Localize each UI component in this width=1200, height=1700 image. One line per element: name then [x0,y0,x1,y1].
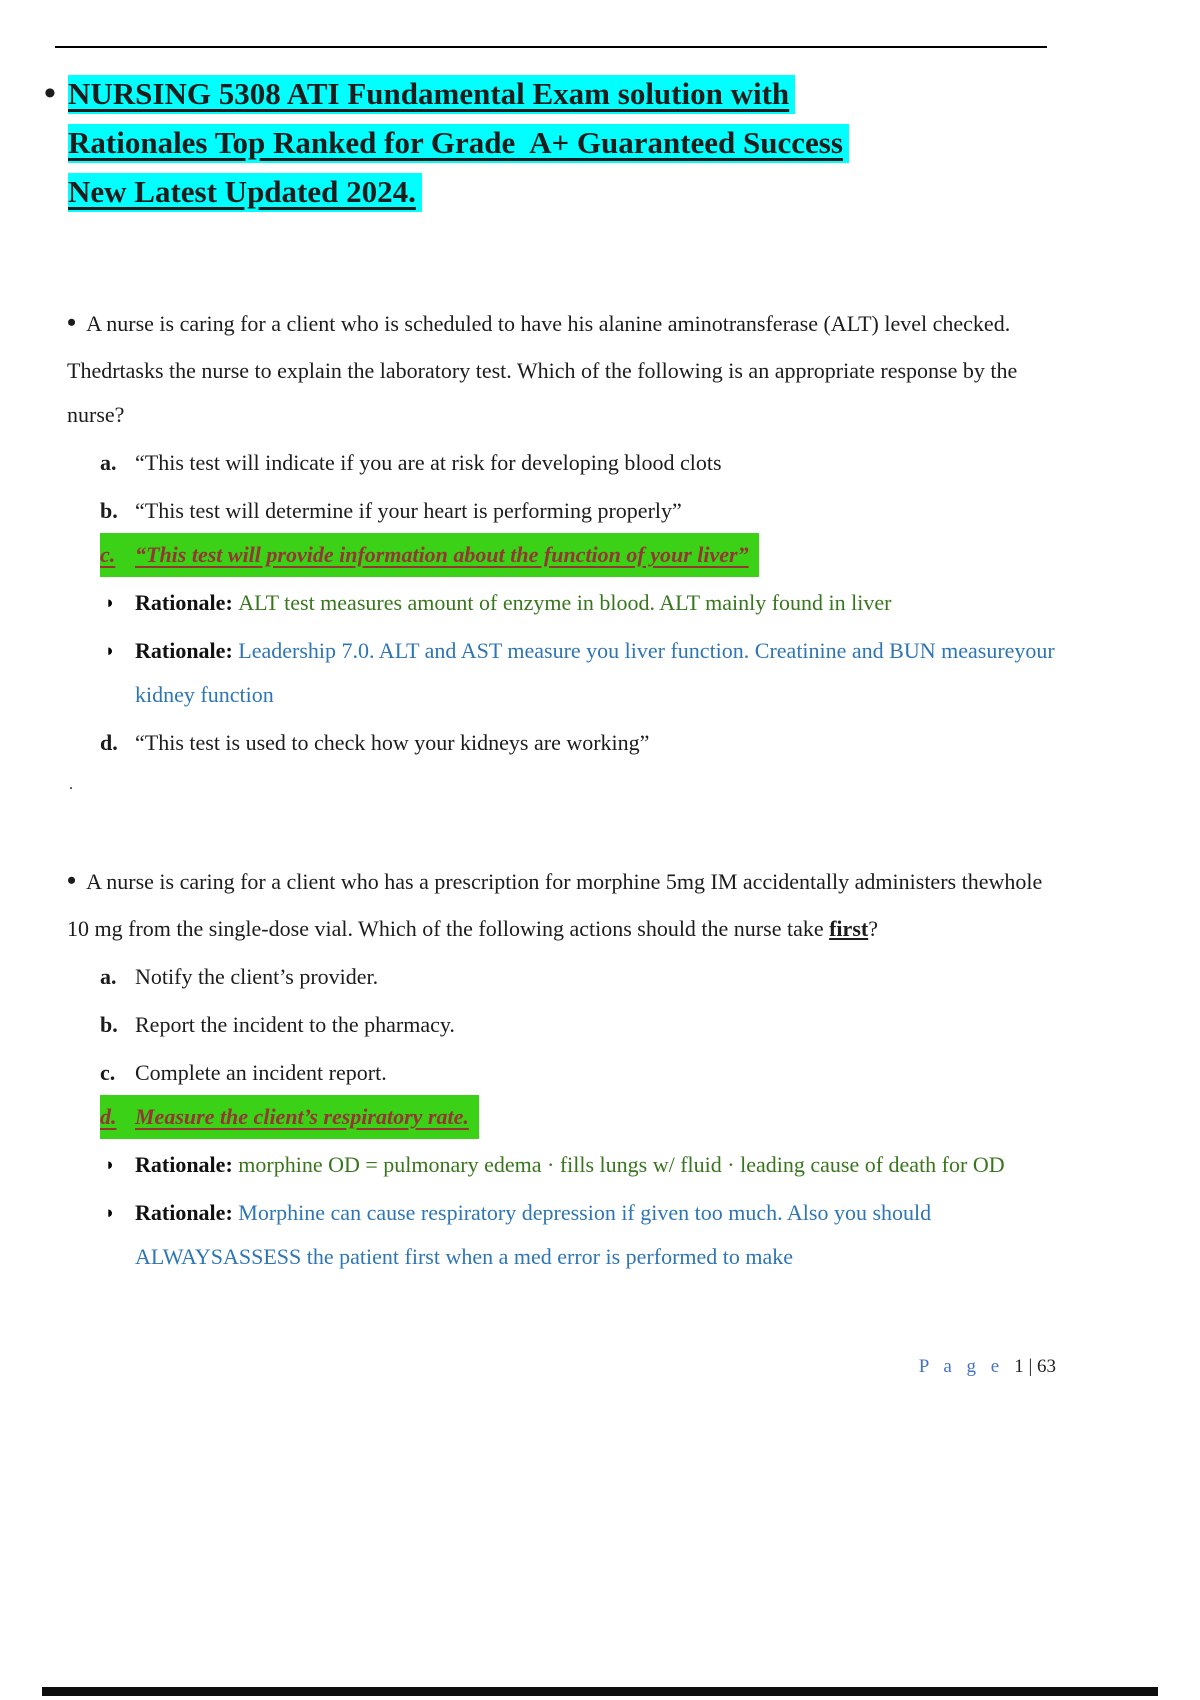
rationale-bullet-icon: ◗ [105,1203,116,1222]
rationale-text-block [135,1143,1060,1187]
rationale-label: Rationale [135,638,226,663]
option-text: Measure the client’s respiratory rate. [135,1104,469,1129]
question-2-rationale-1 [105,1143,1060,1187]
option-letter: c. [100,1060,116,1085]
rationale-text: Leadership 7.0. ALT and AST measure you liver function. Creatinine and BUN measureyour kidney function [135,638,1055,707]
question-1-option-b [100,489,1060,533]
option-text: “This test will indicate if you are at risk for developing blood clots [135,450,722,475]
option-text: Report the incident to the pharmacy. [135,1012,455,1037]
title-line-1 [68,72,1130,121]
question-1-option-c-correct-answer [100,533,1060,577]
title-bullet: • [44,75,56,112]
option-text: Complete an incident report. [135,1060,387,1085]
question-1-rationale-2 [105,629,1060,717]
option-text: “This test will provide information about the function of your liver” [135,542,749,567]
rationale-text: morphine OD = pulmonary edema · fills lungs w/ fluid · leading cause of death for OD [238,1152,1005,1177]
title-line-2 [68,121,1130,170]
rationale-text-block [135,629,1060,717]
question-bullet-icon: • [67,866,77,895]
question-1 [67,297,1060,765]
title-lines [68,72,1130,219]
page-number-value: 1 | 63 [1014,1356,1056,1377]
option-letter: d. [100,1104,117,1129]
rationale-colon: : [225,590,239,615]
rationale-colon: : [225,1200,239,1225]
rationale-label: Rationale [135,1200,226,1225]
question-2-option-c [100,1051,1060,1095]
rationale-text-block [135,581,1060,625]
question-2-stem-text: A nurse is caring for a client who has a prescription for morphine 5mg IM accidentally administers thewhole 10 mg from the single-dose vial. Which of the following actions should the nurse take [67,869,1043,941]
stray-period: . [69,776,73,793]
question-1-stem-text: A nurse is caring for a client who is scheduled to have his alanine aminotransferase (ALT) level checked. Thedrtasks the nurse to explain the laboratory test. Which of the following is an appropriate response by the nurse? [67,311,1018,427]
page-number-label: P a g e [918,1356,1005,1377]
question-2 [67,855,1060,1279]
rationale-text-block [135,1191,1060,1279]
option-letter: b. [100,1012,118,1037]
answer-highlight [100,533,759,577]
question-2-stem-emphasis: first [829,916,869,941]
question-1-rationale-1 [105,581,1060,625]
question-1-option-d [100,721,1060,765]
rationale-bullet-icon: ◗ [105,641,116,660]
document-body [67,297,1060,1279]
question-1-stem [67,297,1060,437]
title-line-1-text: NURSING 5308 ATI Fundamental Exam solution with [68,75,795,114]
option-letter: d. [100,730,118,755]
rationale-bullet-icon: ◗ [105,1155,116,1174]
option-text: Notify the client’s provider. [135,964,379,989]
rationale-bullet-icon: ◗ [105,593,116,612]
question-2-option-a [100,955,1060,999]
option-letter: c. [100,542,116,567]
title-line-3 [68,170,1130,219]
bottom-rule [42,1687,1158,1696]
option-letter: a. [100,964,117,989]
rationale-label: Rationale [135,1152,226,1177]
rationale-label: Rationale [135,590,226,615]
question-2-stem [67,855,1060,951]
rationale-colon: : [225,1152,239,1177]
title-line-2-text: Rationales Top Ranked for Grade A+ Guaranteed Success [68,124,849,163]
question-2-rationale-2 [105,1191,1060,1279]
top-rule [55,46,1047,48]
document-title [44,72,1130,219]
title-line-3-text: New Latest Updated 2024. [68,173,422,212]
rationale-text: Morphine can cause respiratory depression if given too much. Also you should ALWAYSASSESS the patient first when a med error is performed to make [135,1200,932,1269]
question-2-option-b [100,1003,1060,1047]
option-letter: a. [100,450,117,475]
question-2-stem-end: ? [868,916,878,941]
rationale-text: ALT test measures amount of enzyme in blood. ALT mainly found in liver [238,590,892,615]
question-2-option-d-correct-answer [100,1095,1060,1139]
rationale-colon: : [225,638,239,663]
option-text: “This test is used to check how your kidneys are working” [135,730,650,755]
answer-highlight [100,1095,479,1139]
option-text: “This test will determine if your heart is performing properly” [135,498,682,523]
question-1-option-a [100,441,1060,485]
question-bullet-icon: • [67,308,77,337]
page-number [919,1356,1056,1378]
option-letter: b. [100,498,118,523]
